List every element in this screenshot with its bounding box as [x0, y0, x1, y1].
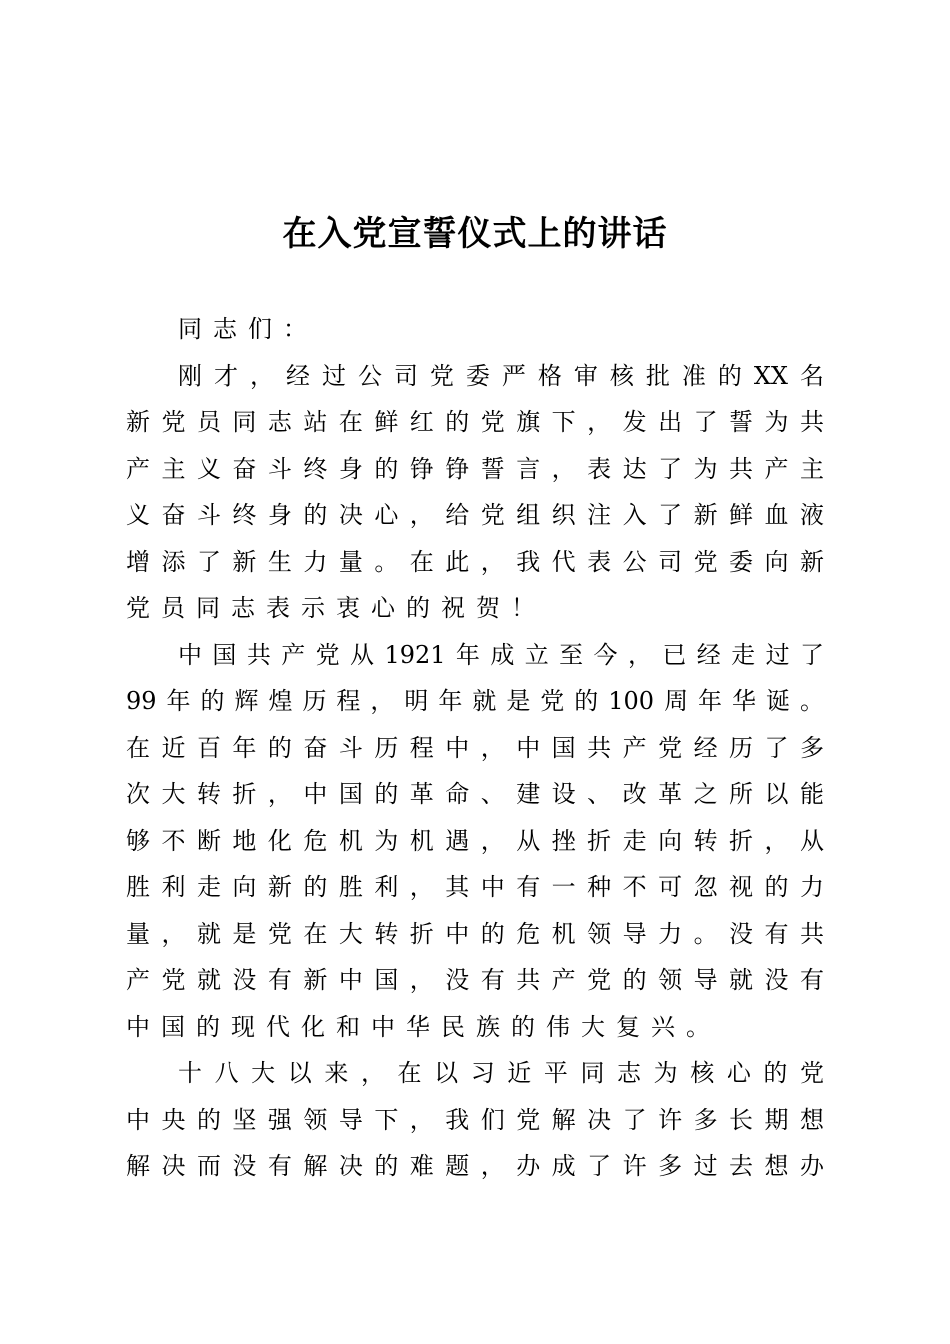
document-title: 在入党宣誓仪式上的讲话: [282, 214, 668, 254]
paragraph-line: 新党员同志站在鲜红的党旗下，发出了誓为共: [126, 408, 824, 436]
salutation: 同志们：: [178, 315, 318, 343]
paragraph-line: 党员同志表示衷心的祝贺！: [126, 594, 546, 622]
paragraph-line: 中央的坚强领导下，我们党解决了许多长期想: [126, 1105, 824, 1134]
paragraph-line: 中国共产党从1921年成立至今，已经走过了: [178, 640, 824, 669]
paragraph-line: 产主义奋斗终身的铮铮誓言，表达了为共产主: [126, 454, 824, 483]
paragraph-line: 增添了新生力量。在此，我代表公司党委向新: [126, 547, 824, 576]
paragraph-line: 次大转折，中国的革命、建设、改革之所以能: [126, 780, 824, 808]
paragraph-line: 量，就是党在大转折中的危机领导力。没有共: [126, 919, 824, 948]
paragraph-line: 义奋斗终身的决心，给党组织注入了新鲜血液: [126, 501, 824, 529]
paragraph-3: [126, 1050, 824, 1190]
paragraph-2: [126, 632, 824, 1051]
paragraph-1: [126, 353, 824, 632]
paragraph-line: 解决而没有解决的难题，办成了许多过去想办: [126, 1152, 824, 1180]
paragraph-line: 十八大以来，在以习近平同志为核心的党: [178, 1059, 824, 1087]
paragraph-line: 胜利走向新的胜利，其中有一种不可忽视的力: [126, 873, 824, 901]
paragraph-line: 99年的辉煌历程，明年就是党的100周年华诞。: [126, 687, 824, 715]
document-body: [126, 306, 824, 1190]
paragraph-line: 在近百年的奋斗历程中，中国共产党经历了多: [126, 733, 824, 762]
paragraph-line: 够不断地化危机为机遇，从挫折走向转折，从: [126, 826, 824, 855]
paragraph-line: 刚才，经过公司党委严格审核批准的XX名: [178, 361, 824, 390]
paragraph-line: 中国的现代化和中华民族的伟大复兴。: [126, 1012, 721, 1041]
paragraph-line: 产党就没有新中国，没有共产党的领导就没有: [126, 966, 824, 994]
